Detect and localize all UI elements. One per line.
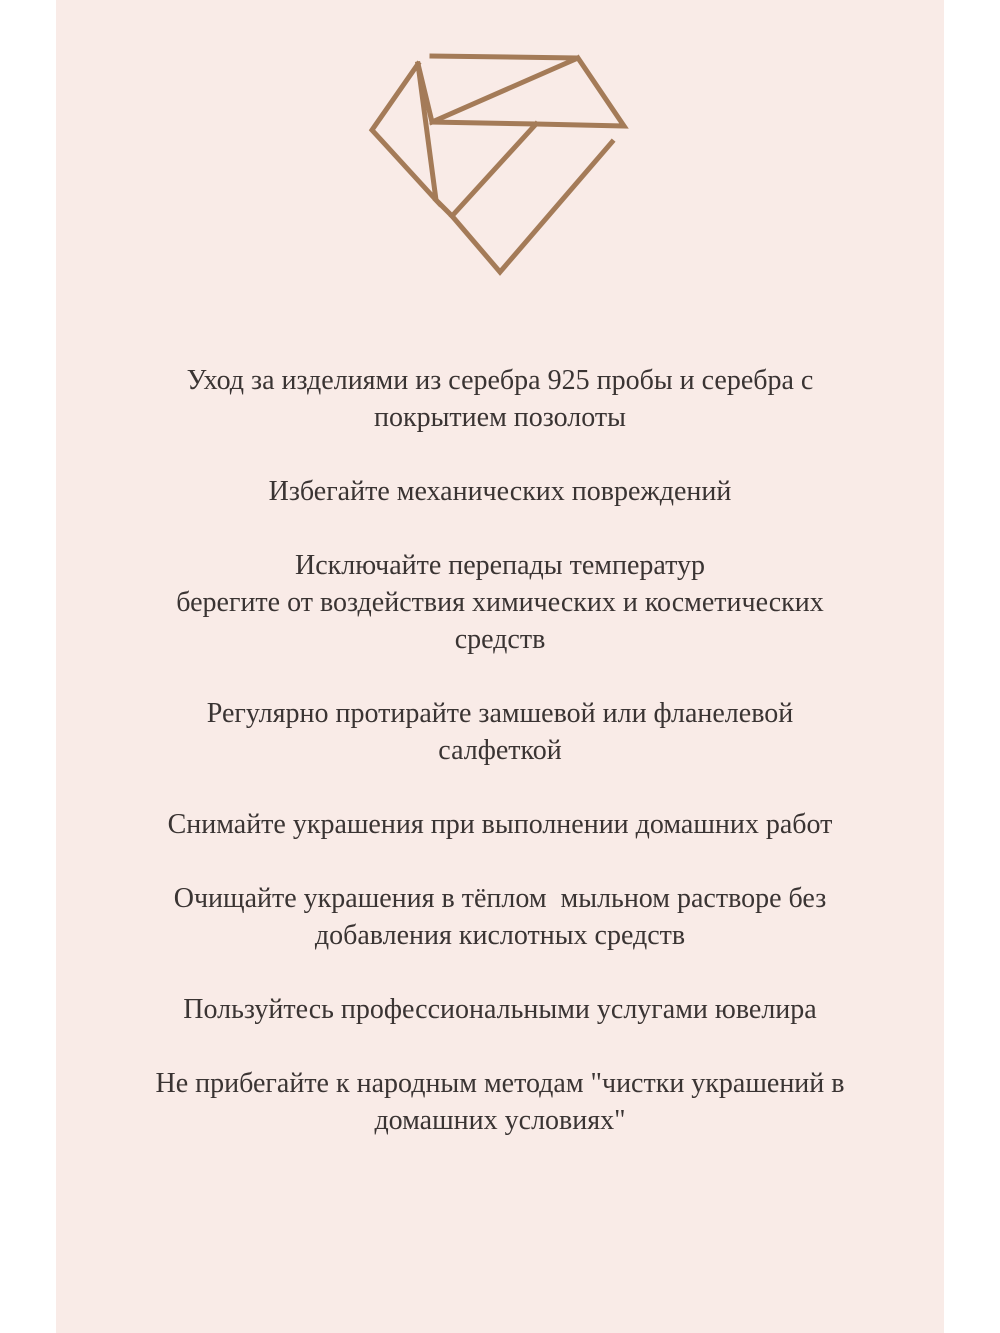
paragraph-line: Очищайте украшения в тёплом мыльном растворе без xyxy=(173,883,827,914)
paragraph-line: Избегайте механических повреждений xyxy=(268,476,732,507)
paragraph-line: домашних условиях" xyxy=(374,1105,626,1136)
diamond-left-facet xyxy=(372,64,436,200)
care-paragraph-title xyxy=(56,362,944,436)
paragraph-line: добавления кислотных средств xyxy=(314,920,686,951)
care-instructions xyxy=(56,362,944,1176)
paragraph-line: Пользуйтесь профессиональными услугами ювелира xyxy=(183,994,817,1025)
care-paragraph-cleaning xyxy=(56,880,944,954)
diamond-outline-icon xyxy=(366,50,630,278)
paragraph-line: Уход за изделиями из серебра 925 пробы и серебра с xyxy=(186,365,814,396)
paragraph-line: берегите от воздействия химических и косметических xyxy=(176,587,824,618)
paragraph-line: средств xyxy=(454,624,546,655)
paragraph-line: Регулярно протирайте замшевой или фланелевой xyxy=(206,698,794,729)
care-paragraph-folk-methods xyxy=(56,1065,944,1139)
care-paragraph-mechanical xyxy=(56,473,944,510)
diamond-inner-facet xyxy=(452,124,536,216)
paragraph-line: Не прибегайте к народным методам "чистки украшений в xyxy=(155,1068,845,1099)
paragraph-line: покрытием позолоты xyxy=(374,402,626,433)
paragraph-line: салфеткой xyxy=(438,735,562,766)
paragraph-line: Исключайте перепады температур xyxy=(295,550,705,581)
diamond-top-facet xyxy=(418,56,578,122)
care-paragraph-jeweler xyxy=(56,991,944,1028)
diamond-logo xyxy=(366,50,630,278)
care-paragraph-temperature xyxy=(56,547,944,658)
care-paragraph-housework xyxy=(56,806,944,843)
care-paragraph-wipe xyxy=(56,695,944,769)
diamond-right-facet xyxy=(432,58,624,126)
paragraph-line: Снимайте украшения при выполнении домашних работ xyxy=(167,809,833,840)
